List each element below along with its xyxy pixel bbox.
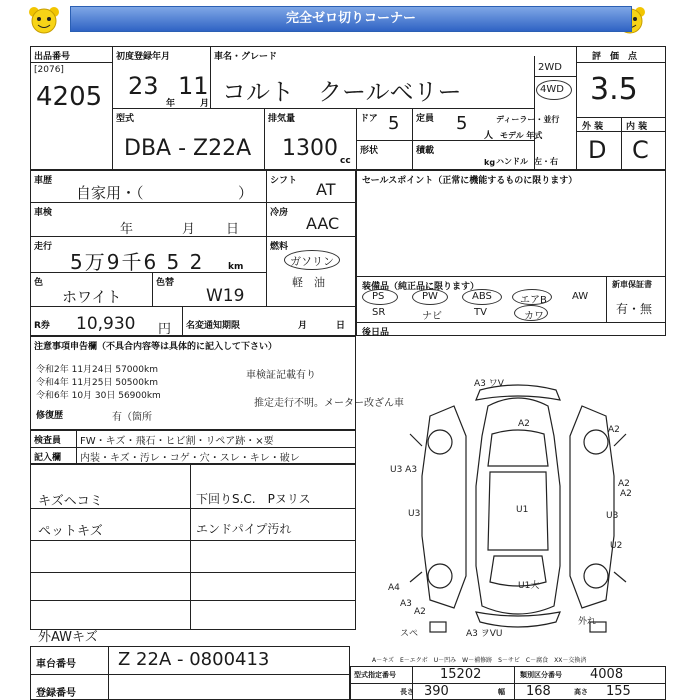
car-name: コルト クールベリー <box>222 78 462 106</box>
label-model-year: モデル 年式 <box>500 131 543 140</box>
damage-mark: U1 <box>516 505 529 515</box>
insp-day: 日 <box>226 222 240 237</box>
fuel-gas: ガソリン <box>290 255 334 268</box>
label-repair: 修復歴 <box>36 411 64 421</box>
label-load: 積載 <box>416 146 435 156</box>
label-color: 色 <box>34 278 44 288</box>
equip-tv: TV <box>474 307 487 318</box>
damage-mark: A2 <box>608 425 620 435</box>
insp-month: 月 <box>182 222 196 237</box>
r-ticket: 10,930 <box>76 314 136 334</box>
equip-leather: カワ <box>524 311 544 322</box>
cooler: AAC <box>306 214 340 233</box>
label-length: 長さ <box>400 688 414 696</box>
drive-2wd: 2WD <box>538 62 562 73</box>
note-side-2: 推定走行不明。メーター改ざん車 <box>254 398 404 409</box>
damage-mark: スペ <box>400 629 419 639</box>
height: 155 <box>606 684 631 699</box>
label-rating: 評 価 点 <box>592 52 638 62</box>
color: ホワイト <box>62 288 122 306</box>
equipment-grid <box>360 291 604 321</box>
label-interior: 内 装 <box>626 122 648 132</box>
class-no: 4008 <box>590 667 624 682</box>
equip-sr: SR <box>372 307 386 318</box>
label-month: 月 <box>200 99 210 109</box>
memo-3: 下回りS.C. Pヌリス <box>196 492 311 506</box>
warranty-opts: 有・無 <box>616 302 653 316</box>
damage-mark: A2 <box>620 489 632 499</box>
car-damage-diagram <box>370 376 666 644</box>
label-cooler: 冷房 <box>270 208 289 218</box>
reg-month: 11 <box>178 72 209 100</box>
label-chassis-no: 車台番号 <box>36 659 76 670</box>
label-sales-point: セールスポイント（正常に機能するものに限ります） <box>362 176 578 186</box>
damage-mark: A3 <box>400 599 412 609</box>
insp-year: 年 <box>120 222 134 237</box>
label-equipment: 装備品（純正品に限ります） <box>362 282 480 292</box>
displacement: 1300 <box>282 136 338 161</box>
damage-mark: U1大 <box>518 581 540 591</box>
label-color-no: 色替 <box>156 278 175 288</box>
reg-year: 23 <box>128 72 159 100</box>
note-side-1: 車検証記載有り <box>246 370 316 381</box>
label-handle: ハンドル <box>496 157 528 166</box>
equip-aw: AW <box>572 291 589 302</box>
label-entry: 記入欄 <box>34 453 62 463</box>
exterior-grade: D <box>588 136 607 164</box>
label-reg-no: 登録番号 <box>36 688 76 699</box>
label-rear-date: 後日品 <box>362 328 390 338</box>
mileage: 5万9千6 5 2 <box>70 250 205 274</box>
damage-mark: A3 ワV <box>474 379 504 389</box>
label-mileage: 走行 <box>34 242 53 252</box>
memo-2: ペットキズ <box>38 524 103 539</box>
history: 自家用・（ <box>76 184 144 202</box>
label-handle-opts: 左・右 <box>534 157 558 166</box>
memo-block <box>30 464 356 630</box>
interior-grade: C <box>632 136 649 164</box>
label-fuel: 燃料 <box>270 242 289 252</box>
label-notes: 注意事項申告欄（不具合内容等は具体的に記入して下さい） <box>34 342 278 352</box>
label-name-change: 名変通知期限 <box>186 321 241 331</box>
label-km: km <box>228 262 244 272</box>
label-doors: ドア <box>360 114 378 124</box>
label-inspection: 車検 <box>34 208 53 218</box>
lot-number: 4205 <box>36 82 103 112</box>
label-r-ticket: R券 <box>34 321 50 331</box>
equip-abs: ABS <box>472 291 492 302</box>
label-new-warranty: 新車保証書 <box>612 280 652 289</box>
equip-pw: PW <box>422 291 438 302</box>
memo-1: キズヘコミ <box>38 494 103 509</box>
label-capacity: 定員 <box>416 114 435 124</box>
damage-mark: U3 <box>408 509 421 519</box>
damage-mark: U3 <box>606 511 619 521</box>
r-unit: 円 <box>158 322 172 337</box>
note-2: 令和4年 11月25日 50500km <box>36 378 158 388</box>
label-model: 型式 <box>116 114 135 124</box>
label-shape: 形状 <box>360 146 379 156</box>
model: DBA - Z22A <box>124 136 252 161</box>
capacity: 5 <box>456 113 468 134</box>
inspector-row: FW・キズ・飛石・ヒビ割・リペア跡・×要 <box>80 436 274 447</box>
damage-mark: U3 A3 <box>390 465 418 475</box>
damage-mark: U2 <box>610 541 623 551</box>
mascot-left-icon <box>26 4 62 36</box>
equip-airbag: エアB <box>520 295 547 306</box>
label-first-reg: 初度登録年月 <box>116 52 171 62</box>
banner-title: 完全ゼロ切りコーナー <box>70 6 632 32</box>
fuel-diesel: 軽 油 <box>292 276 325 289</box>
memo-4: エンドパイプ汚れ <box>196 522 292 536</box>
label-nc-day: 日 <box>336 321 346 331</box>
repair-val: 有（箇所 <box>112 412 152 423</box>
shift: AT <box>316 180 336 199</box>
label-car-grade: 車名・グレード <box>214 52 278 62</box>
label-width: 幅 <box>498 688 505 696</box>
lot-code: [2076] <box>34 65 64 75</box>
label-height: 高さ <box>574 688 588 696</box>
label-nc-month: 月 <box>298 321 308 331</box>
label-exterior: 外 装 <box>582 122 604 132</box>
drive-4wd: 4WD <box>540 84 564 95</box>
damage-mark: A2 <box>518 419 530 429</box>
label-history: 車歴 <box>34 176 53 186</box>
width: 168 <box>526 684 551 699</box>
color-no: W19 <box>206 286 245 306</box>
length: 390 <box>424 684 449 699</box>
equip-ps: PS <box>372 291 385 302</box>
label-person: 人 <box>484 131 494 141</box>
label-kg: kg <box>484 158 496 167</box>
label-dealer: ディーラー・並行 <box>496 115 560 124</box>
label-shift: シフト <box>270 176 298 186</box>
bottom-note: 外AWキズ <box>38 630 98 645</box>
score: 3.5 <box>590 72 638 107</box>
spec-no: 15202 <box>440 667 482 682</box>
entry-row: 内装・キズ・汚レ・コゲ・穴・スレ・キレ・破レ <box>80 453 300 464</box>
chassis-no: Z 22A - 0800413 <box>118 649 270 670</box>
note-3: 令和6年 10月 30日 56900km <box>36 391 161 401</box>
damage-mark: A2 <box>618 479 630 489</box>
legend: A－キズ E－エクボ U－凹み W－補修跡 S－サビ C－腐食 XX－交換済 <box>372 657 587 664</box>
history-close: ） <box>238 184 254 202</box>
doors: 5 <box>388 113 400 134</box>
label-year: 年 <box>166 99 176 109</box>
equip-navi: ナビ <box>422 311 442 322</box>
damage-mark: 外れ <box>578 617 597 627</box>
label-lot-no: 出品番号 <box>34 52 71 62</box>
damage-mark: A3 ヲVU <box>466 629 503 639</box>
damage-mark: A2 <box>414 607 426 617</box>
note-1: 令和2年 11月24日 57000km <box>36 365 158 375</box>
label-cc: cc <box>340 156 351 166</box>
damage-mark: A4 <box>388 583 400 593</box>
label-displacement: 排気量 <box>268 114 296 124</box>
label-spec-no: 型式指定番号 <box>354 671 396 679</box>
label-inspector: 検査員 <box>34 436 62 446</box>
label-class-no: 類別区分番号 <box>520 671 562 679</box>
